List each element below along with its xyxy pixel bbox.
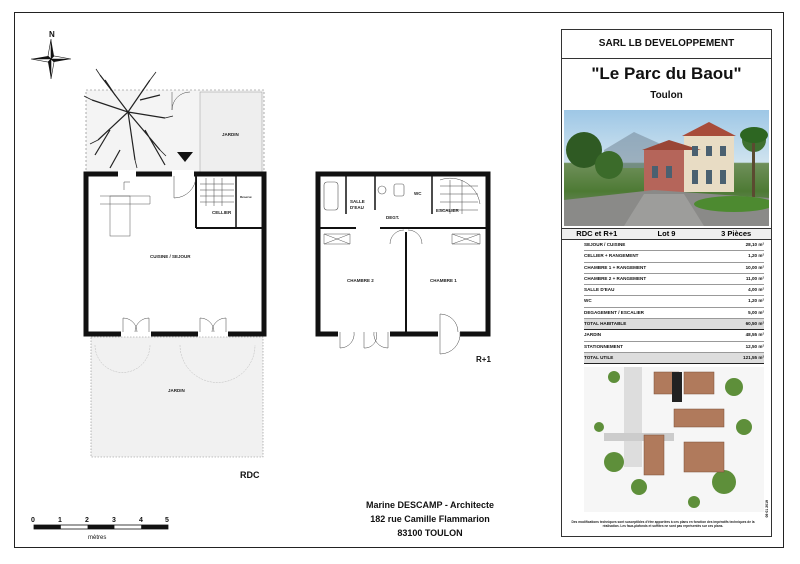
label-jardin-top: JARDIN [222,132,239,137]
label-jardin-bottom: JARDIN [168,388,185,393]
developer-name: SARL LB DEVELOPPEMENT [562,30,771,59]
title-block [561,29,772,537]
scale-labels [0,510,200,546]
area-row: SALLE D'EAU 4,00 m² [584,285,764,296]
lot-header [562,228,771,240]
area-row: CELLIER + RANGEMENT 1,20 m² [584,251,764,262]
area-row: JARDIN 48,55 m² [584,330,764,341]
area-row-total-habitable: TOTAL HABITABLE 60,50 m² [584,319,764,330]
area-row: CHAMBRE 2 + RANGEMENT 11,00 m² [584,274,764,285]
architect-block [300,498,560,540]
architect-street: 182 rue Camille Flammarion [370,514,490,524]
area-row: STATIONNEMENT 12,50 m² [584,342,764,353]
scale-tick-3: 3 [112,517,116,524]
area-table [584,240,764,364]
bottom-garden [91,337,263,457]
upper-floor-walls [318,174,488,354]
lot-levels: RDC et R+1 [576,229,618,238]
label-rdc: RDC [240,470,260,480]
project-city: Toulon [650,90,683,101]
label-salle: SALLE [350,199,365,204]
top-garden [84,69,264,174]
label-chambre-1: CHAMBRE 1 [430,278,457,283]
label-cellier: CELLIER [212,210,232,215]
label-degt: DEGT. [386,215,400,220]
lot-rooms-count: 3 Pièces [721,229,752,238]
label-compteur: Réservé [240,195,252,199]
lot-number: Lot 9 [657,229,676,238]
project-render-image [564,110,769,226]
label-cuisine-sejour: CUISINE / SEJOUR [150,254,191,259]
scale-tick-4: 4 [139,517,143,524]
label-escalier: ESCALIER [436,208,459,213]
architect-name: Marine DESCAMP - Architecte [365,500,495,510]
document-date: 09 01 2019 [765,500,769,518]
scale-tick-0: 0 [31,517,35,524]
area-row: SEJOUR / CUISINE 28,10 m² [584,240,764,251]
scale-tick-5: 5 [165,517,169,524]
area-row: CHAMBRE 1 + RANGEMENT 10,00 m² [584,263,764,274]
project-name: "Le Parc du Baou" [591,64,742,83]
compass-north-label: N [49,30,55,39]
scale-tick-1: 1 [58,517,62,524]
area-row: WC 1,20 m² [584,296,764,307]
area-row-total-utile: TOTAL UTILE 121,55 m² [584,353,764,364]
scale-tick-2: 2 [85,517,89,524]
label-deau: D'EAU [350,205,364,210]
architect-city: 83100 TOULON [397,528,463,538]
label-chambre-2: CHAMBRE 2 [347,278,374,283]
area-row: DEGAGEMENT / ESCALIER 5,00 m² [584,308,764,319]
disclaimer-note: Des modifications techniques sont susceptibles d'être apportées à ces plans en fonction des impératifs techniques de la réalisation. Les faux-plafonds et soffites ne sont pas représentés sur ces plans. [571,520,755,528]
scale-unit: mètres [88,535,107,541]
label-wc: WC [414,191,422,196]
label-r1: R+1 [476,355,491,364]
site-plan-image [584,367,764,512]
